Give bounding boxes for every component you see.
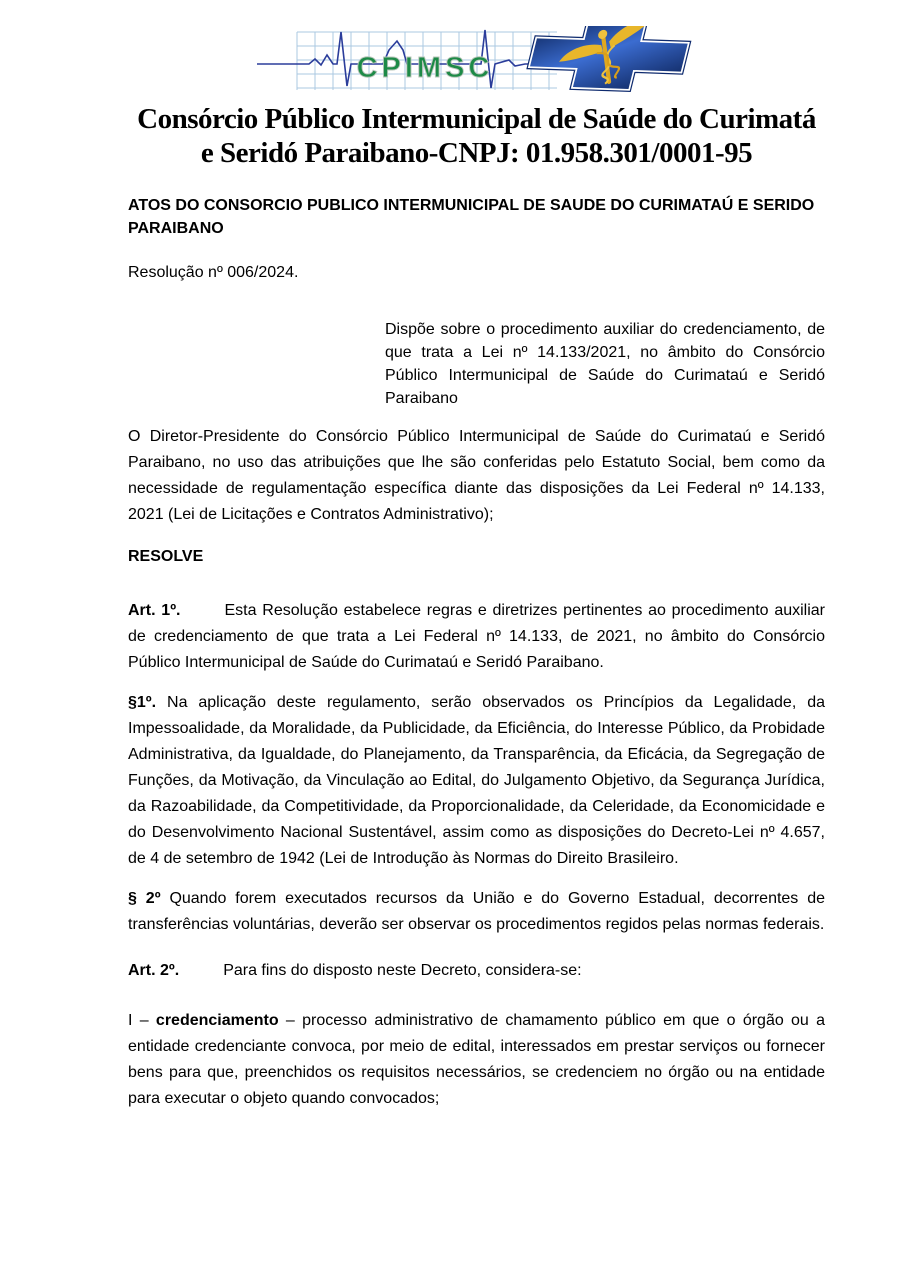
item-1-term: credenciamento [155, 1012, 279, 1029]
paragraph-1-text: Na aplicação deste regulamento, serão observados os Princípios da Legalidade, da Impessoalidade, da Moralidade, da Publicidade, da Eficiência, do Interesse Público, da Probidade Administrativa, da Igualdade, do Planejamento, da Transparência, da Eficácia, da Segregação de Funções, da Motivação, da Vinculação ao Edital, do Julgamento Objetivo, da Segurança Jurídica, da Razoabilidade, da Competitividade, da Proporcionalidade, da Celeridade, da Economicidade e do Desenvolvimento Nacional Sustentável, assim como as disposições do Decreto-Lei nº 4.657, de 4 de setembro de 1942 (Lei de Introdução às Normas do Direito Brasileiro. [128, 694, 825, 867]
medical-cross-icon [522, 26, 695, 98]
org-title [128, 102, 825, 170]
article-1-paragraph [128, 598, 825, 676]
document-heading: ATOS DO CONSORCIO PUBLICO INTERMUNICIPAL DE SAUDE DO CURIMATAÚ E SERIDO PARAIBANO [128, 197, 815, 237]
logo-text: CPIMSC [356, 52, 493, 84]
item-1-prefix: I – [128, 1012, 156, 1029]
article-1-label: Art. 1º. [128, 602, 181, 619]
article-1-text: Esta Resolução estabelece regras e diretrizes pertinentes ao procedimento auxiliar de credenciamento de que trata a Lei Federal nº 14.133, de 2021, no âmbito do Consórcio Público Intermunicipal de Saúde do Curimataú e Seridó Paraibano. [128, 602, 826, 671]
org-title-line-1: Consórcio Público Intermunicipal de Saúde do Curimatá [137, 103, 816, 135]
paragraph-1-label: §1º. [128, 694, 157, 711]
article-2-label: Art. 2º. [128, 962, 180, 979]
preamble-paragraph: O Diretor-Presidente do Consórcio Público Intermunicipal de Saúde do Curimataú e Seridó Paraibano, no uso das atribuições que lhe são conferidas pelo Estatuto Social, bem como da necessidade de regulamentação específica diante das disposições da Lei Federal nº 14.133, 2021 (Lei de Licitações e Contratos Administrativo); [128, 428, 825, 523]
paragraph-2-text: Quando forem executados recursos da União e do Governo Estadual, decorrentes de transferências voluntárias, deverão ser observar os procedimentos regidos pelas normas federais. [128, 890, 826, 933]
letterhead [128, 26, 825, 98]
ementa-paragraph: Dispõe sobre o procedimento auxiliar do credenciamento, de que trata a Lei nº 14.133/2021, no âmbito do Consórcio Público Intermunicipal de Saúde do Curimataú e Seridó Paraibano [385, 321, 825, 407]
resolve-heading: RESOLVE [128, 548, 204, 565]
resolution-number: Resolução nº 006/2024. [128, 264, 299, 281]
article-2-paragraph [128, 958, 825, 984]
item-1-paragraph [128, 1008, 825, 1112]
org-title-line-2: e Seridó Paraibano-CNPJ: 01.958.301/0001-95 [200, 137, 753, 169]
paragraph-2 [128, 886, 825, 938]
item-1-text: – processo administrativo de chamamento público em que o órgão ou a entidade credenciante convoca, por meio de edital, interessados em prestar serviços ou fornecer bens para que, preenchidos os requisitos necessários, se credenciem no órgão ou na entidade para executar o objeto quando convocados; [128, 1012, 826, 1107]
article-2-text: Para fins do disposto neste Decreto, considera-se: [223, 962, 582, 979]
paragraph-2-label: § 2º [128, 890, 161, 907]
cpimsc-logo-icon [257, 26, 697, 98]
paragraph-1 [128, 690, 825, 872]
